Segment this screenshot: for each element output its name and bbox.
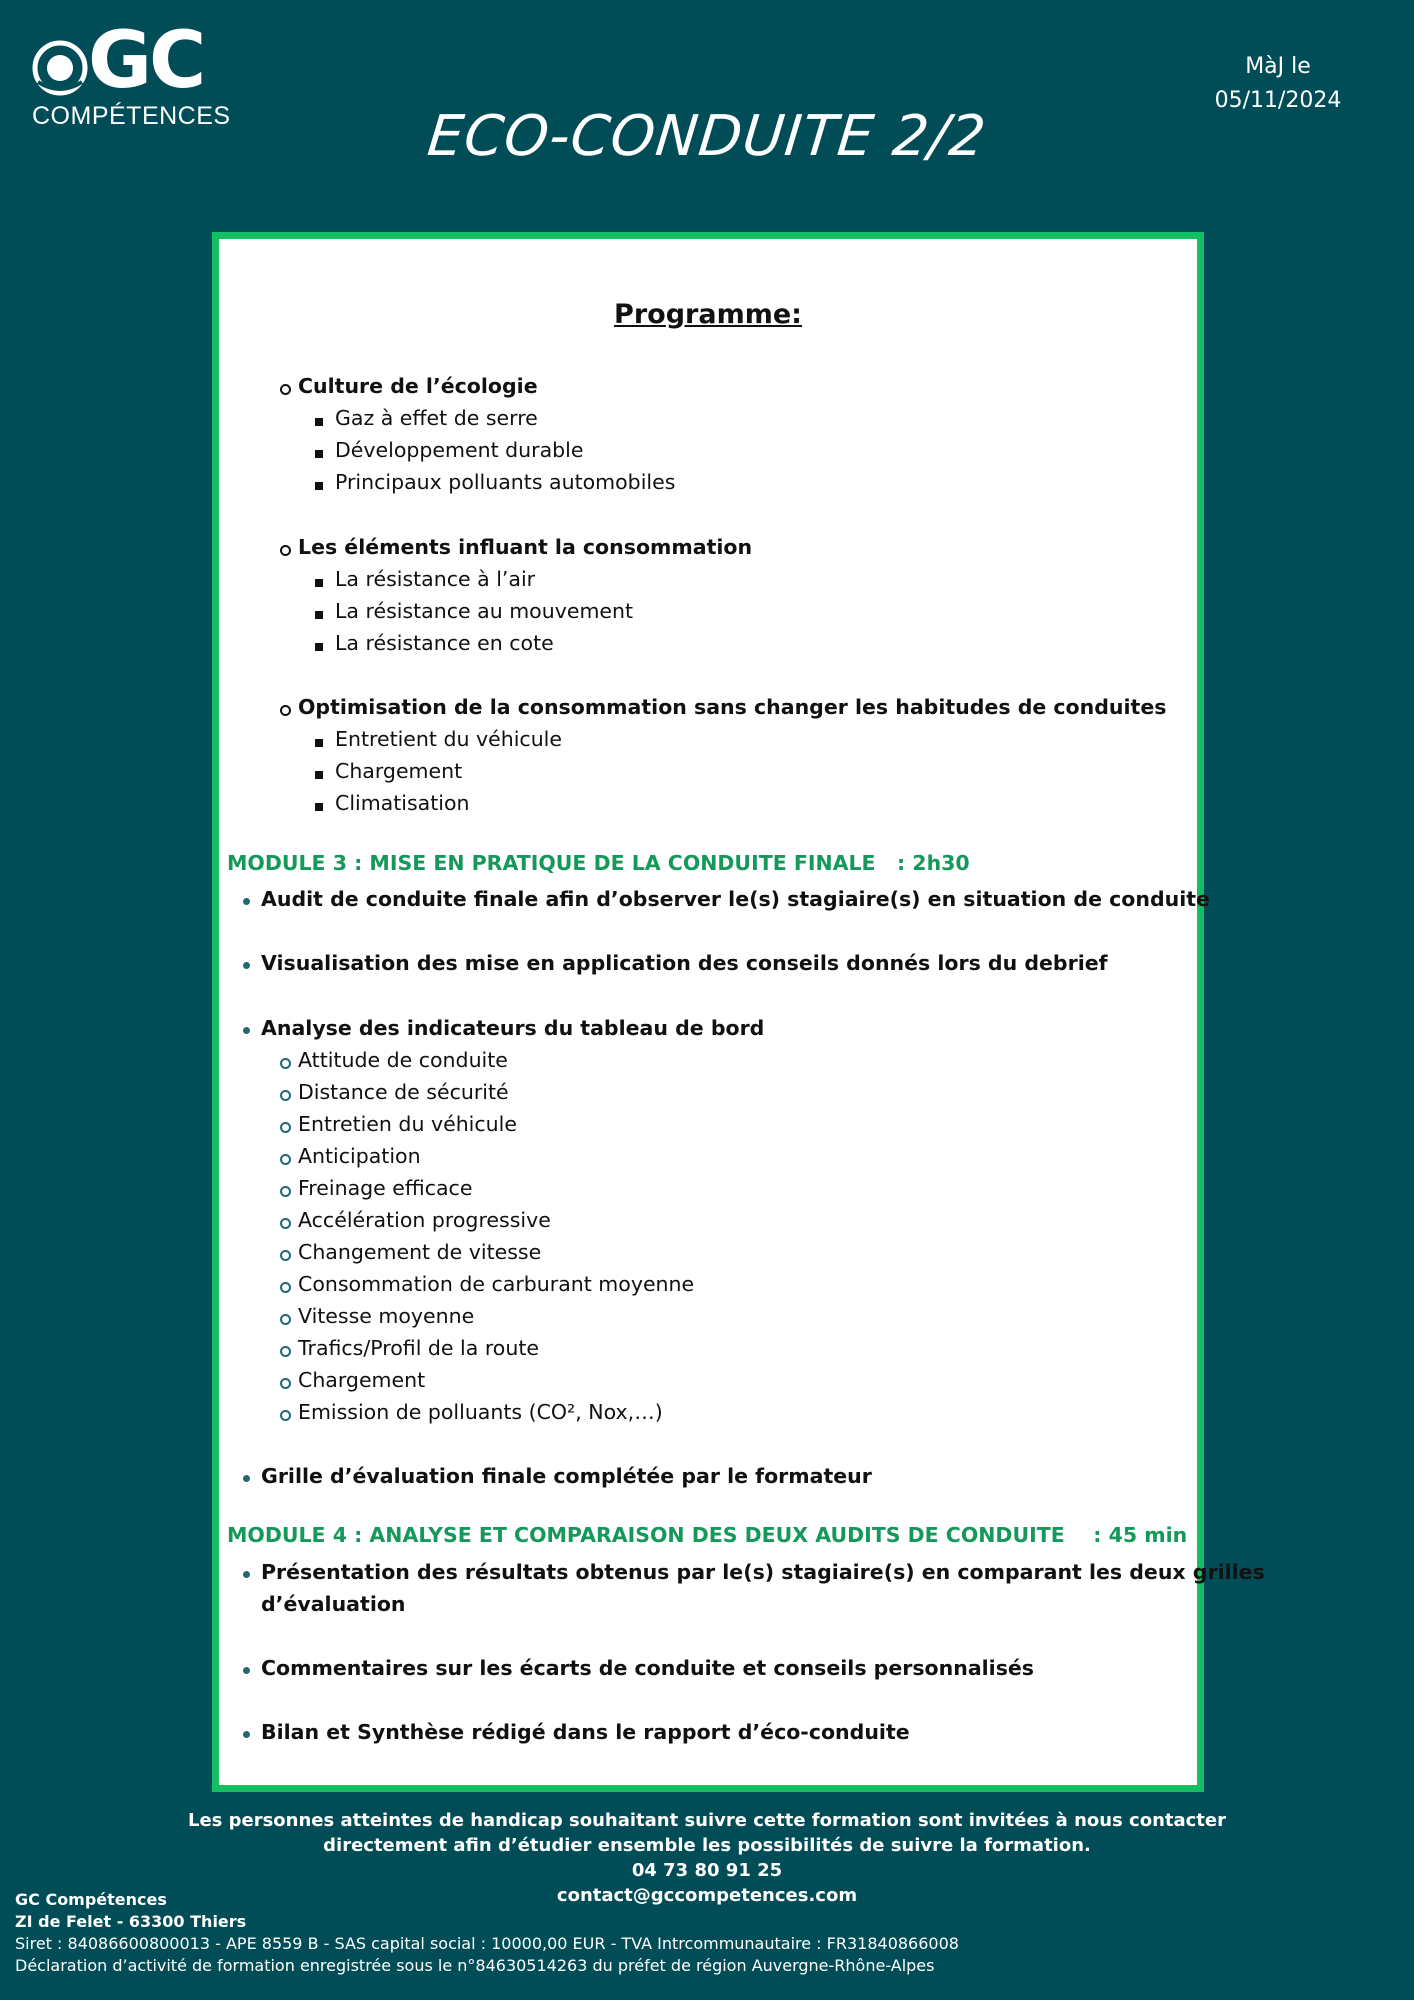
group-item: Climatisation bbox=[335, 791, 470, 815]
group-item: Principaux polluants automobiles bbox=[335, 470, 676, 494]
circle-bullet-icon bbox=[280, 1058, 291, 1069]
company-legal: Siret : 84086600800013 - APE 8559 B - SAS capital social : 10000,00 EUR - TVA Intrcommunautaire : FR31840866008 bbox=[15, 1934, 959, 1953]
programme-box bbox=[212, 232, 1265, 1792]
group-item: Gaz à effet de serre bbox=[335, 406, 538, 430]
group-item: Entretient du véhicule bbox=[335, 727, 562, 751]
dot-bullet-icon bbox=[243, 962, 250, 969]
group-item: La résistance au mouvement bbox=[335, 599, 634, 623]
contact-phone: 04 73 80 91 25 bbox=[631, 1860, 783, 1881]
indicator-item: Trafics/Profil de la route bbox=[298, 1336, 539, 1360]
dot-bullet-icon bbox=[243, 1475, 250, 1482]
group-item: Chargement bbox=[335, 759, 463, 783]
indicator-item: Distance de sécurité bbox=[298, 1080, 509, 1104]
company-info bbox=[15, 1889, 959, 1977]
logo-subtitle: COMPÉTENCES bbox=[32, 102, 231, 130]
group-title: Culture de l’écologie bbox=[298, 374, 538, 398]
dot-bullet-icon bbox=[243, 1027, 250, 1034]
module-4-point: Présentation des résultats obtenus par le(s) stagiaire(s) en comparant les deux grilles bbox=[261, 1560, 1265, 1584]
square-bullet-icon bbox=[315, 482, 323, 490]
circle-bullet-icon bbox=[280, 1218, 291, 1229]
circle-bullet-icon bbox=[280, 1250, 291, 1261]
square-bullet-icon bbox=[315, 579, 323, 587]
handicap-line: directement afin d’étudier ensemble les possibilités de suivre la formation. bbox=[323, 1835, 1091, 1856]
square-bullet-icon bbox=[315, 739, 323, 747]
company-declaration: Déclaration d’activité de formation enregistrée sous le n°84630514263 du préfet de région Auvergne-Rhône-Alpes bbox=[15, 1956, 935, 1975]
circle-bullet-icon bbox=[280, 1410, 291, 1421]
module-3-title: MODULE 3 : MISE EN PRATIQUE DE LA CONDUITE FINALE : 2h30 bbox=[227, 851, 970, 875]
dot-bullet-icon bbox=[243, 1731, 250, 1738]
module-4-title: MODULE 4 : ANALYSE ET COMPARAISON DES DEUX AUDITS DE CONDUITE : 45 min bbox=[227, 1523, 1188, 1547]
square-bullet-icon bbox=[315, 418, 323, 426]
group-title: Optimisation de la consommation sans changer les habitudes de conduites bbox=[298, 695, 1167, 719]
circle-bullet-icon bbox=[280, 1154, 291, 1165]
group-item: La résistance à l’air bbox=[335, 567, 536, 591]
circle-bullet-icon bbox=[280, 545, 291, 556]
company-name: GC Compétences bbox=[15, 1890, 167, 1909]
indicator-item: Emission de polluants (CO², Nox,…) bbox=[298, 1400, 663, 1424]
update-date: 05/11/2024 bbox=[1214, 88, 1342, 113]
logo-gc-text: GC bbox=[88, 16, 204, 106]
indicator-item: Anticipation bbox=[298, 1144, 421, 1168]
square-bullet-icon bbox=[315, 803, 323, 811]
company-address: ZI de Felet - 63300 Thiers bbox=[15, 1912, 247, 1931]
circle-bullet-icon bbox=[280, 384, 291, 395]
contact-email: contact@gccompetences.com bbox=[556, 1885, 858, 1906]
update-label: MàJ le bbox=[1245, 54, 1311, 79]
dot-bullet-icon bbox=[243, 898, 250, 905]
module-3-point: Audit de conduite finale afin d’observer le(s) stagiaire(s) en situation de conduite bbox=[261, 887, 1210, 911]
handicap-line: Les personnes atteintes de handicap souhaitant suivre cette formation sont invitées à nous contacter bbox=[187, 1810, 1227, 1831]
square-bullet-icon bbox=[315, 771, 323, 779]
group-title: Les éléments influant la consommation bbox=[298, 535, 753, 559]
indicator-item: Chargement bbox=[298, 1368, 426, 1392]
module-3-point: Analyse des indicateurs du tableau de bord bbox=[261, 1016, 765, 1040]
group-item: La résistance en cote bbox=[335, 631, 554, 655]
circle-bullet-icon bbox=[280, 1314, 291, 1325]
indicator-item: Freinage efficace bbox=[298, 1176, 473, 1200]
programme-heading: Programme: bbox=[614, 299, 802, 330]
group-item: Développement durable bbox=[335, 438, 584, 462]
indicator-item: Attitude de conduite bbox=[298, 1048, 508, 1072]
indicator-item: Accélération progressive bbox=[298, 1208, 551, 1232]
circle-bullet-icon bbox=[280, 1122, 291, 1133]
square-bullet-icon bbox=[315, 611, 323, 619]
circle-bullet-icon bbox=[280, 1378, 291, 1389]
circle-bullet-icon bbox=[280, 1186, 291, 1197]
indicator-item: Consommation de carburant moyenne bbox=[298, 1272, 695, 1296]
module-4-point: Bilan et Synthèse rédigé dans le rapport d’éco-conduite bbox=[261, 1720, 910, 1744]
square-bullet-icon bbox=[315, 643, 323, 651]
module-3-point: Grille d’évaluation finale complétée par le formateur bbox=[261, 1464, 872, 1488]
indicator-item: Entretien du véhicule bbox=[298, 1112, 517, 1136]
indicator-item: Changement de vitesse bbox=[298, 1240, 542, 1264]
module-4-point: Commentaires sur les écarts de conduite et conseils personnalisés bbox=[261, 1656, 1035, 1680]
page-title: ECO-CONDUITE 2/2 bbox=[424, 104, 990, 169]
square-bullet-icon bbox=[315, 450, 323, 458]
logo-ring-icon bbox=[30, 38, 90, 98]
indicator-item: Vitesse moyenne bbox=[298, 1304, 475, 1328]
circle-bullet-icon bbox=[280, 1282, 291, 1293]
circle-bullet-icon bbox=[280, 1346, 291, 1357]
module-4-point-continued: d’évaluation bbox=[261, 1592, 406, 1616]
circle-bullet-icon bbox=[280, 1090, 291, 1101]
dot-bullet-icon bbox=[243, 1571, 250, 1578]
circle-bullet-icon bbox=[280, 705, 291, 716]
dot-bullet-icon bbox=[243, 1667, 250, 1674]
module-3-point: Visualisation des mise en application des conseils donnés lors du debrief bbox=[261, 951, 1108, 975]
